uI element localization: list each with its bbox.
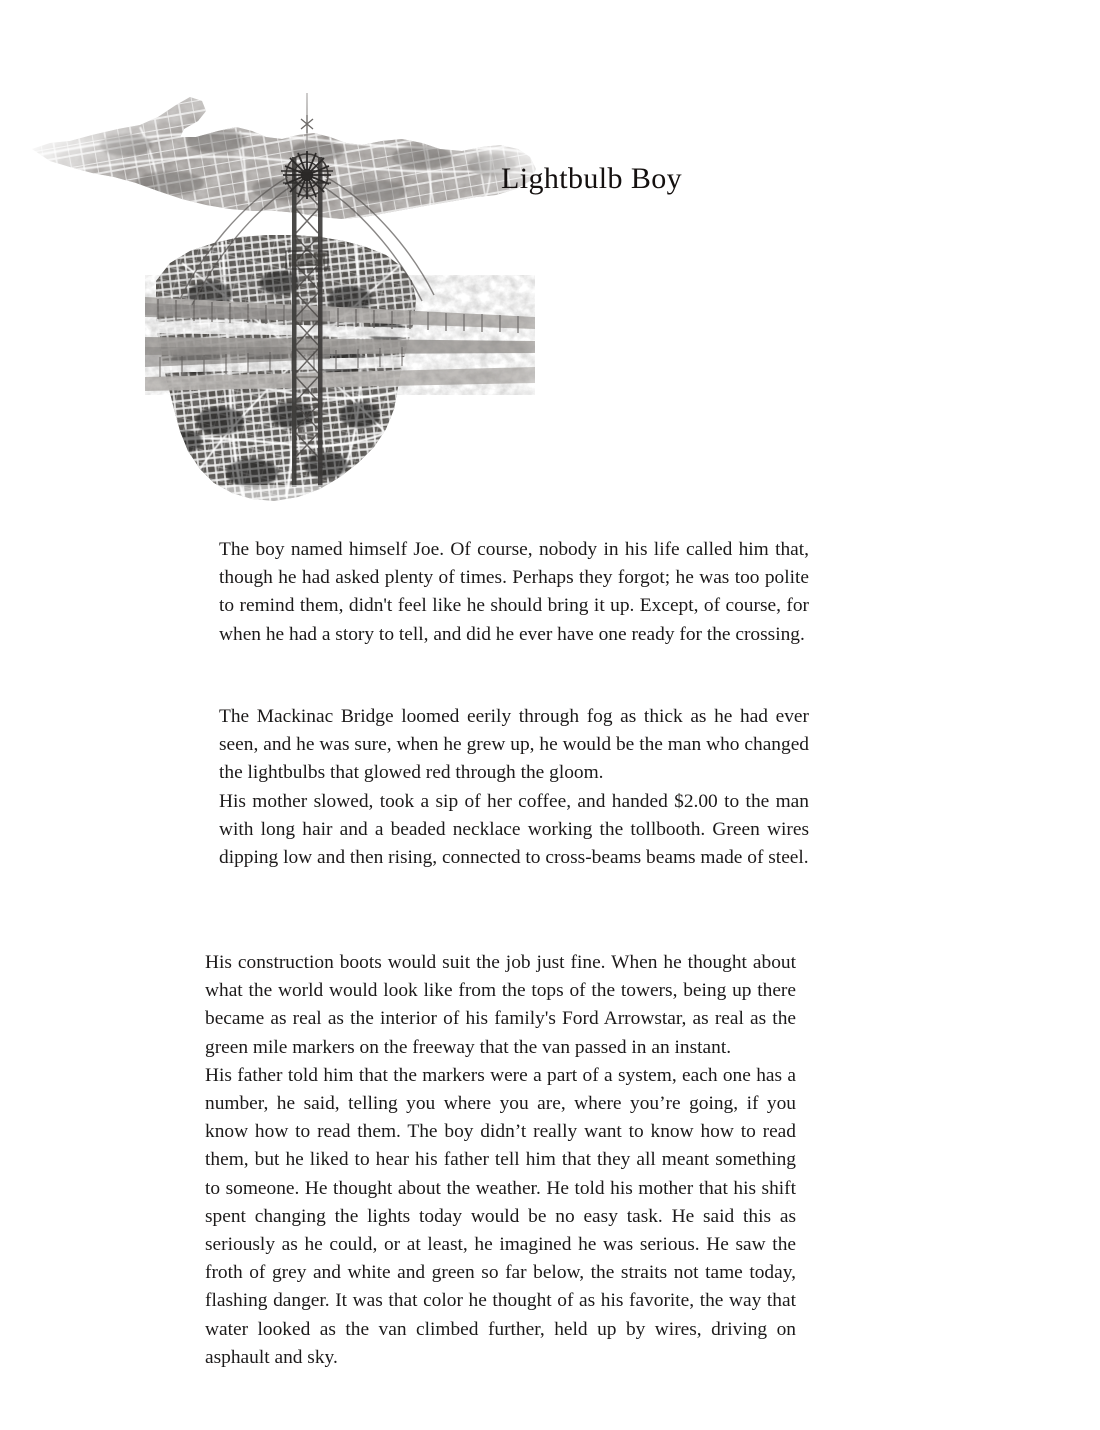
page-title: Lightbulb Boy: [501, 162, 683, 195]
mackinac-bridge-michigan-map-artwork: [30, 85, 550, 545]
artwork-vignette: [30, 85, 550, 545]
artwork-svg: [30, 85, 550, 545]
paragraph: The boy named himself Joe. Of course, nobody in his life called him that, though he had asked plenty of times. Perhaps they forgot; he was too polite to remind them, didn't feel like he should bring it up. Except, of course, for when he had a story to tell, and did he ever have one ready for the crossing.: [219, 539, 809, 645]
paragraph: His father told him that the markers were a part of a system, each one has a number, he said, telling you where you are, where you’re going, if you know how to read them. The boy didn’t really want to know how to read them, but he liked to hear his father tell him that they all meant something to someone. He thought about the weather. He told his mother that his shift spent changing the lights today would be no easy task. He said this as seriously as he could, or at least, he imagined he was serious. He saw the froth of grey and white and green so far below, the straits not tame today, flashing danger. It was that color he thought of as his favorite, the way that water looked as the van climbed further, held up by wires, driving on asphault and sky.: [205, 1064, 796, 1368]
paragraph-block-1: [219, 536, 809, 649]
paragraph: The Mackinac Bridge loomed eerily through fog as thick as he had ever seen, and he was sure, when he grew up, he would be the man who changed the lightbulbs that glowed red through the gloom.: [219, 706, 809, 784]
paragraph: His construction boots would suit the job just fine. When he thought about what the world would look like from the tops of the towers, being up there became as real as the interior of his family's Ford Arrowstar, as real as the green mile markers on the freeway that the van passed in an instant.: [205, 952, 796, 1058]
paragraph: His mother slowed, took a sip of her coffee, and handed $2.00 to the man with long hair and a beaded necklace working the tollbooth. Green wires dipping low and then rising, connected to cross-beams beams made of steel.: [219, 790, 809, 869]
paragraph-block-2: [219, 703, 809, 872]
paragraph-block-3: [205, 949, 796, 1372]
